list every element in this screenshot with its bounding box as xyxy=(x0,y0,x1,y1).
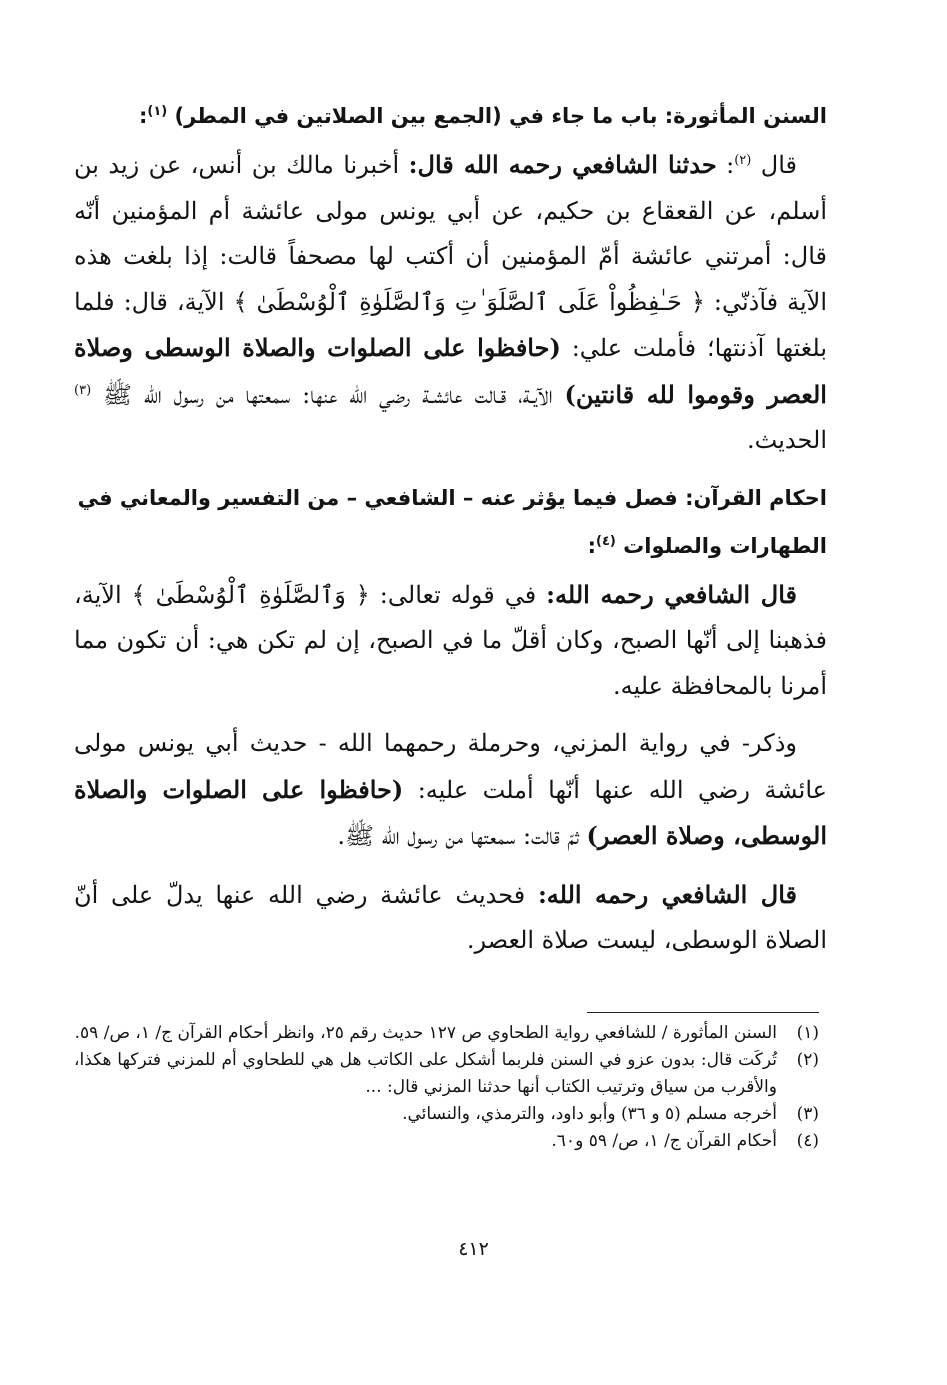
main-text xyxy=(74,92,827,964)
footnote-item xyxy=(74,1047,819,1101)
footnote-item xyxy=(74,1128,819,1155)
footnote-divider xyxy=(587,1012,819,1013)
paragraph-muzani-narration: وذكر- في رواية المزني، وحرملة رحمهما الله - حديث أبي يونس مولى عائشة رضي الله عنها أنّها أملت عليه: (حافظوا على الصلوات والصلاة الوسطى، وصلاة العصر) ثمّ قالت: سمعتها من رسول الله ﷺ. xyxy=(74,729,827,850)
footnote-number: (٢) xyxy=(796,1050,819,1070)
paragraph-shafii-conclusion: قال الشافعي رحمه الله: فحديث عائشة رضي الله عنها يدلّ على أنّ الصلاة الوسطى، ليست صلاة العصر. xyxy=(74,879,827,954)
footnote-text: أخرجه مسلم (٥ و ٣٦) وأبو داود، والترمذي، والنسائي. xyxy=(402,1104,777,1124)
shafii-said-bold-2: قال الشافعي رحمه الله: xyxy=(537,879,797,909)
paragraph-hadith-aisha: قال $^{(٢)}$: حدثنا الشافعي رحمه الله قال: أخبرنا مالك بن أنس، عن زيد بن أسلم، عن القعقاع بن حكيم، عن أبي يونس مولى عائشة أم المؤمنين أنّه قال: أمرتني عائشة أمّ المؤمنين أن أكتب لها مصحفاً قالت: إذا بلغت هذه الآية فآذنّي: ﴿ حَـٰفِظُواْ عَلَى ٱلصَّلَوَ ٰتِ وَٱلصَّلَوٰةِ ٱلْوُسْطَىٰ ﴾ الآية، قال: فلما بلغتها آذنتها؛ فأملت علي: (حافظوا على الصلوات والصلاة الوسطى وصلاة العصر وقوموا لله قانتين) الآيـة، قـالت عائشـة رضي الله عنها: سمعتها من رسول الله ﷺ $^{(٣)}$ الحديث. xyxy=(74,150,828,454)
footnote-number: (٤) xyxy=(796,1131,819,1151)
footnote-text: تُركَت قال: بدون عزو في السنن فلربما أشكل على الكاتب هل هي للطحاوي أم للمزني فتركها هكذا، والأقرب من سياق وترتيب الكتاب أنها حدثنا المزني قال: ... xyxy=(74,1050,777,1097)
footnote-text: أحكام القرآن ج/ ١، ص/ ٥٩ و٦٠. xyxy=(551,1131,777,1151)
quoted-verse-bold-2: (حافظوا على الصلوات والصلاة الوسطى، وصلاة العصر) xyxy=(74,774,827,850)
shafii-said-bold: قال الشافعي رحمه الله: xyxy=(546,579,797,609)
footnote-ref-4: (٤) xyxy=(595,533,616,549)
section-heading-ahkam: احكام القرآن: فصل فيما يؤثر عنه – الشافعي – من التفسير والمعاني في الطهارات والصلوات $^{(٤)}$: xyxy=(77,485,827,558)
footnotes xyxy=(74,1020,819,1155)
footnote-ref-1: (١) xyxy=(147,104,168,119)
footnote-item xyxy=(74,1101,819,1128)
footnote-number: (٣) xyxy=(796,1104,819,1124)
page-number: ٤١٢ xyxy=(458,1238,489,1260)
section-heading-sunan: السنن المأثورة: باب ما جاء في (الجمع بين الصلاتين في المطر) $^{(١)}$: xyxy=(138,104,827,128)
footnote-item xyxy=(74,1020,819,1047)
narrator-bold: حدثنا الشافعي رحمه الله قال: xyxy=(408,150,717,179)
footnote-number: (١) xyxy=(796,1023,819,1043)
footnote-ref-2: (٢) xyxy=(734,153,752,168)
paragraph-shafii-tafsir: قال الشافعي رحمه الله: في قوله تعالى: ﴿ وَٱلصَّلَوٰةِ ٱلْوُسْطَىٰ ﴾ الآية، فذهبنا إلى أنّها الصبح، وكان أقلّ ما في الصبح، إن لم تكن هي: أن تكون مما أمرنا بالمحافظة عليه. xyxy=(74,579,827,700)
footnote-text: السنن المأثورة / للشافعي رواية الطحاوي ص ١٢٧ حديث رقم ٢٥، وانظر أحكام القرآن ج/ ١، ص/ ٥٩. xyxy=(74,1023,777,1043)
quoted-verse-bold: (حافظوا على الصلوات والصلاة الوسطى وصلاة العصر وقوموا لله قانتين) xyxy=(74,333,827,409)
footnote-ref-3: (٣) xyxy=(74,382,92,398)
